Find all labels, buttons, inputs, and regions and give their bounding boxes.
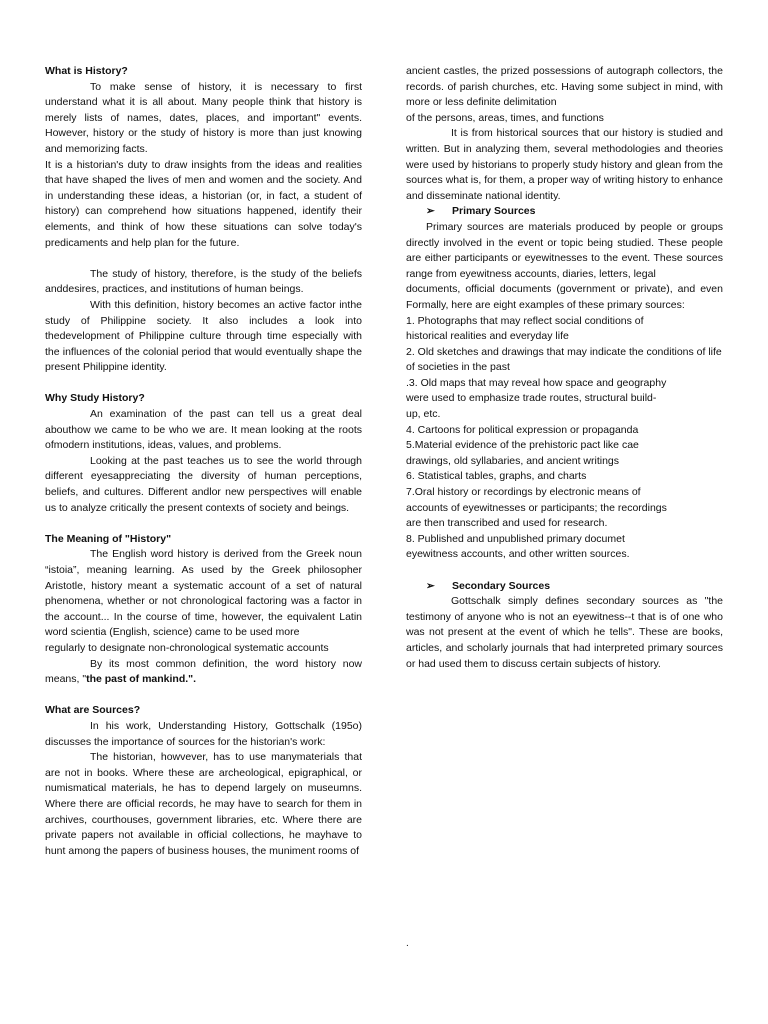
paragraph: Gottschalk simply defines secondary sources as "the testimony of anyone who is not an eyewitness--t that is of one who was not present at the event of which he tells". These are books, articles, and scholarly journals that had interpreted primary sources or had used them to discuss certain subjects of history. <box>406 595 723 670</box>
list-item: 2. Old sketches and drawings that may indicate the conditions of life of societies in the past <box>406 345 722 374</box>
list-item: 4. Cartoons for political expression or propaganda <box>406 423 639 436</box>
paragraph: regularly to designate non-chronological systematic accounts <box>45 641 329 654</box>
list-item: drawings, old syllabaries, and ancient writings <box>406 454 620 467</box>
paragraph: It is a historian's duty to draw insights from the ideas and realities that have shaped the lives of men and women and the society. And in understanding these ideas, a historian (or, in fact, a student of history) can comprehend how situations happened, identify their elements, and think of how these situations can solve today's predicaments and help plan for the future. <box>45 158 362 249</box>
definition-pre: By its most common definition, the word history now means, " <box>45 657 362 686</box>
paragraph: In his work, Understanding History, Gottschalk (195o) discusses the importance of sources for the historian's work: <box>45 719 362 748</box>
list-item: 1. Photographs that may reflect social conditions of <box>406 314 644 327</box>
list-item: were used to emphasize trade routes, structural build- <box>406 392 657 405</box>
paragraph: To make sense of history, it is necessary to first understand what it is all about. Many people think that history is merely lists of names, dates, places, and important" events. However, history or the study of history is more than just knowing and memorizing facts. <box>45 80 362 155</box>
list-item: historical realities and everyday life <box>406 330 569 343</box>
paragraph: The study of history, therefore, is the study of the beliefs anddesires, practices, and institutions of human beings. <box>45 267 362 296</box>
heading-label: Secondary Sources <box>452 579 551 592</box>
primary-sources-list <box>406 314 723 564</box>
arrow-icon: ➢ <box>426 579 435 592</box>
arrow-icon: ➢ <box>426 205 435 218</box>
paragraph: An examination of the past can tell us a great deal abouthow we came to be who we are. It mean looking at the roots ofmodern institutions, ideas, values, and problems. <box>45 408 362 452</box>
list-item: 7.Oral history or recordings by electronic means of <box>406 486 641 499</box>
heading-why-study-history: Why Study History? <box>45 392 145 405</box>
paragraph: Looking at the past teaches us to see the world through different eyesappreciating the diversity of human perceptions, beliefs, and cultures. Different andlor new perspectives will enable us to analyze critically the present contexts of society and beings. <box>45 454 362 514</box>
list-item: 6. Statistical tables, graphs, and charts <box>406 470 587 483</box>
list-item: .3. Old maps that may reveal how space and geography <box>406 376 667 389</box>
list-item: accounts of eyewitnesses or participants; the recordings <box>406 501 667 514</box>
definition-bold: the past of mankind. <box>86 673 189 686</box>
list-item: up, etc. <box>406 408 441 421</box>
heading-what-is-history: What is History? <box>45 65 128 77</box>
paragraph: ancient castles, the prized possessions of autograph collectors, the records. of parish churches, etc. Having some subject in mind, with more or less definite delimitation <box>406 65 723 109</box>
list-item: are then transcribed and used for research. <box>406 517 608 530</box>
footer-mark: . <box>406 938 409 949</box>
list-item: 8. Published and unpublished primary documet <box>406 532 625 545</box>
heading-label: Primary Sources <box>452 205 536 218</box>
paragraph: The historian, howvever, has to use manymaterials that are not in books. Where these are archeological, epigraphical, or numismatical materials, he has to depend largely on museumns. Where there are official records, he may have to search for them in archives, courthouses, government libraries, etc. Where there are private papers not available in official collections, he mayhave to hunt among the papers of business houses, the muniment rooms of <box>45 751 362 857</box>
heading-what-are-sources: What are Sources? <box>45 704 141 717</box>
paragraph: documents, official documents (government or private), and even Formally, here are eight examples of these primary sources: <box>406 283 723 311</box>
heading-primary-sources <box>406 204 723 220</box>
paragraph-definition <box>45 657 362 688</box>
paragraph: The English word history is derived from the Greek noun “istoia”, meaning learning. As used by the Greek philosopher Aristotle, history meant a systematic account of a set of natural phenomena, whether or not chronological factoring was a factor in the account... In the course of time, however, the equivalent Latin word scientia (English, science) came to be used more <box>45 548 362 639</box>
definition-post: ". <box>188 673 197 686</box>
paragraph: of the persons, areas, times, and functions <box>406 111 604 124</box>
left-column <box>45 64 362 859</box>
heading-secondary-sources <box>406 579 723 595</box>
paragraph: With this definition, history becomes an active factor inthe study of Philippine society. It also includes a look into thedevelopment of Philippine culture through time especially with the influences of the colonial period that would eventually shape the present Philippine identity. <box>45 298 362 374</box>
right-column <box>406 64 723 672</box>
list-item: 5.Material evidence of the prehistoric pact like cae <box>406 439 639 452</box>
paragraph: It is from historical sources that our history is studied and written. But in analyzing them, several methodologies and theories were used by historians to properly study history and glean from the sources what is, for them, a proper way of writing history to enhance and disseminate national identity. <box>406 127 723 202</box>
heading-meaning-of-history: The Meaning of "History" <box>45 532 172 545</box>
paragraph: Primary sources are materials produced by people or groups directly involved in the event or topic being studied. These people are either participants or eyewitnesses to the event. These sources range from eyewitness accounts, diaries, letters, legal <box>406 220 723 280</box>
list-item: eyewitness accounts, and other written sources. <box>406 548 630 561</box>
